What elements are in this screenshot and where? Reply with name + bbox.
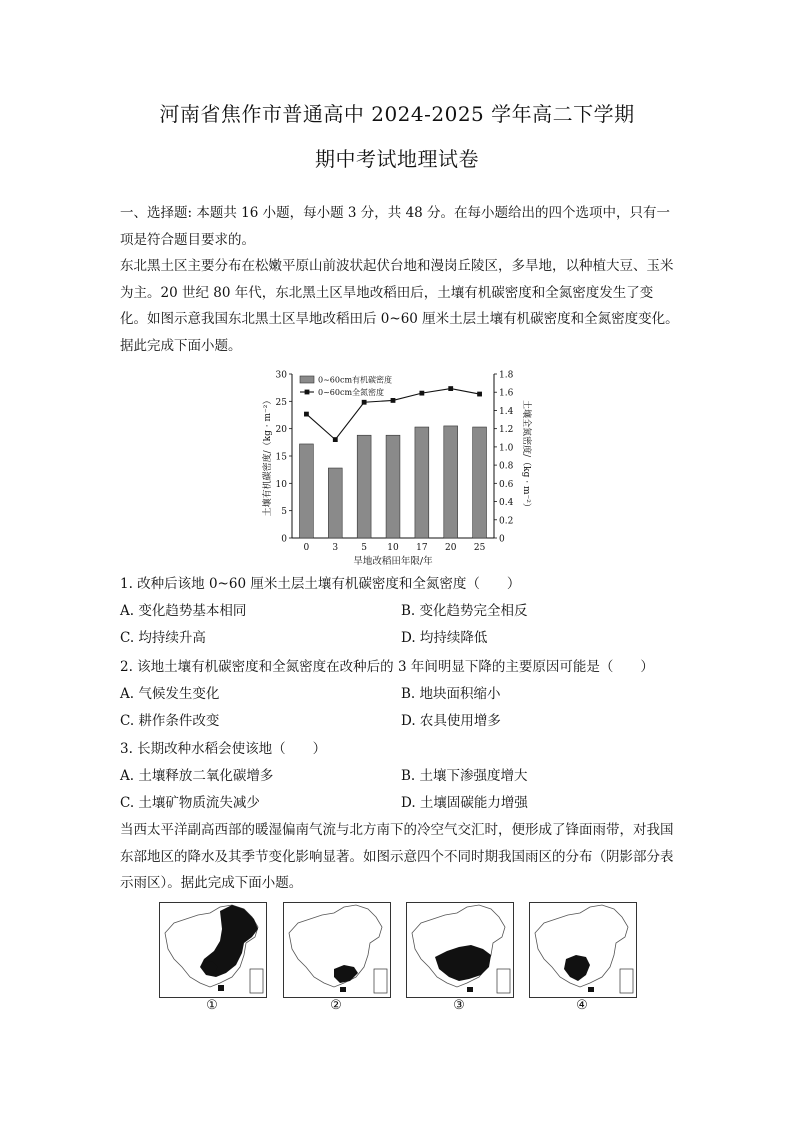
question-stem: 1. 改种后该地 0~60 厘米土层土壤有机碳密度和全氮密度（ ）	[120, 576, 521, 592]
y-tick-label-left: 30	[275, 370, 287, 381]
bar	[386, 435, 400, 538]
legend-label-line: 0~60cm全氮密度	[318, 388, 385, 397]
x-tick-label: 5	[361, 543, 368, 553]
y-tick-label-right: 0.2	[499, 516, 514, 527]
legend-label-bar: 0~60cm有机碳密度	[318, 375, 393, 385]
option-b: B. 土壤下渗强度增大	[401, 768, 528, 784]
x-tick-label: 17	[416, 543, 428, 553]
map-label-3: ③	[453, 998, 465, 1013]
china-map-4	[529, 902, 637, 998]
page-title-line2: 期中考试地理试卷	[315, 147, 479, 171]
y-tick-label-right: 1.2	[499, 425, 514, 436]
option-d: D. 均持续降低	[401, 630, 488, 646]
bar	[300, 444, 314, 538]
line-point	[391, 398, 396, 403]
option-d: D. 农具使用增多	[401, 713, 501, 729]
y-tick-label-left: 25	[275, 397, 287, 408]
y-tick-label-left: 0	[281, 534, 287, 545]
option-a: A. 变化趋势基本相同	[120, 603, 247, 619]
option-c: C. 土壤矿物质流失减少	[120, 795, 260, 811]
y-tick-label-left: 15	[275, 452, 287, 463]
x-tick-label: 3	[332, 543, 339, 553]
bar	[415, 427, 429, 538]
line-point	[304, 412, 309, 417]
legend-swatch-bar	[300, 376, 314, 383]
map-label-4: ④	[576, 998, 588, 1013]
bar	[357, 435, 371, 538]
density-chart	[258, 364, 534, 570]
option-b: B. 地块面积缩小	[401, 686, 501, 702]
line-point	[333, 437, 338, 442]
x-tick-label: 10	[387, 543, 399, 553]
bar	[328, 468, 342, 538]
line-point	[419, 391, 424, 396]
page-title-line1: 河南省焦作市普通高中 2024-2025 学年高二下学期	[159, 102, 635, 126]
x-axis-label: 旱地改稻田年限/年	[353, 556, 433, 567]
y-tick-label-right: 0.8	[499, 461, 514, 472]
option-a: A. 气候发生变化	[120, 686, 220, 702]
china-map-2	[283, 902, 391, 998]
section-intro: 一、选择题: 本题共 16 小题，每小题 3 分，共 48 分。在每小题给出的四个选项中，只有一项是符合题目要求的。	[120, 205, 671, 248]
line-point	[477, 392, 482, 397]
legend-swatch-point	[305, 390, 310, 395]
option-c: C. 耕作条件改变	[120, 713, 220, 729]
china-map-3	[406, 902, 514, 998]
bar	[473, 427, 487, 538]
china-map-1	[159, 902, 267, 998]
passage-1: 东北黑土区主要分布在松嫩平原山前波状起伏台地和漫岗丘陵区，多旱地，以种植大豆、玉米为主。20 世纪 80 年代，东北黑土区旱地改稻田后，土壤有机碳密度和全氮密度发生了变化。如图示意我国东北黑土区旱地改稻田后 0~60 厘米土层土壤有机碳密度和全氮密度变化。据此完成下面小题。	[120, 258, 679, 354]
y-tick-label-right: 0.6	[499, 479, 514, 490]
option-b: B. 变化趋势完全相反	[401, 603, 528, 619]
y-tick-label-right: 1.0	[499, 443, 514, 454]
option-c: C. 均持续升高	[120, 630, 206, 646]
y-tick-label-right: 0	[499, 534, 505, 545]
passage-2: 当西太平洋副高西部的暖湿偏南气流与北方南下的冷空气交汇时，便形成了锋面雨带，对我国东部地区的降水及其季节变化影响显著。如图示意四个不同时期我国雨区的分布（阴影部分表示雨区）。据此完成下面小题。	[120, 822, 674, 891]
option-d: D. 土壤固碳能力增强	[401, 795, 528, 811]
y-tick-label-right: 1.8	[499, 370, 514, 381]
y-tick-label-left: 5	[281, 507, 287, 518]
question-stem: 3. 长期改种水稻会使该地（ ）	[120, 741, 327, 757]
x-tick-label: 25	[473, 543, 486, 553]
y-tick-label-right: 0.4	[499, 498, 514, 509]
map-label-2: ②	[330, 998, 342, 1013]
line-point	[448, 386, 453, 391]
question-stem: 2. 该地土壤有机碳密度和全氮密度在改种后的 3 年间明显下降的主要原因可能是（ ）	[120, 659, 654, 675]
y-tick-label-left: 20	[275, 425, 287, 436]
line-point	[362, 400, 367, 405]
map-label-1: ①	[206, 998, 218, 1013]
rain-zone-maps	[155, 902, 645, 1022]
x-tick-label: 20	[444, 543, 457, 553]
y-axis-label-right: 土壤全氮密度/（kg · m⁻²）	[521, 400, 531, 512]
y-tick-label-left: 10	[275, 479, 287, 490]
x-tick-label: 0	[303, 543, 310, 553]
bar	[444, 426, 458, 538]
y-axis-label-left: 土壤有机碳密度/（kg · m⁻²）	[263, 395, 273, 517]
option-a: A. 土壤释放二氧化碳增多	[120, 768, 274, 784]
y-tick-label-right: 1.4	[499, 406, 514, 417]
y-tick-label-right: 1.6	[499, 388, 514, 399]
